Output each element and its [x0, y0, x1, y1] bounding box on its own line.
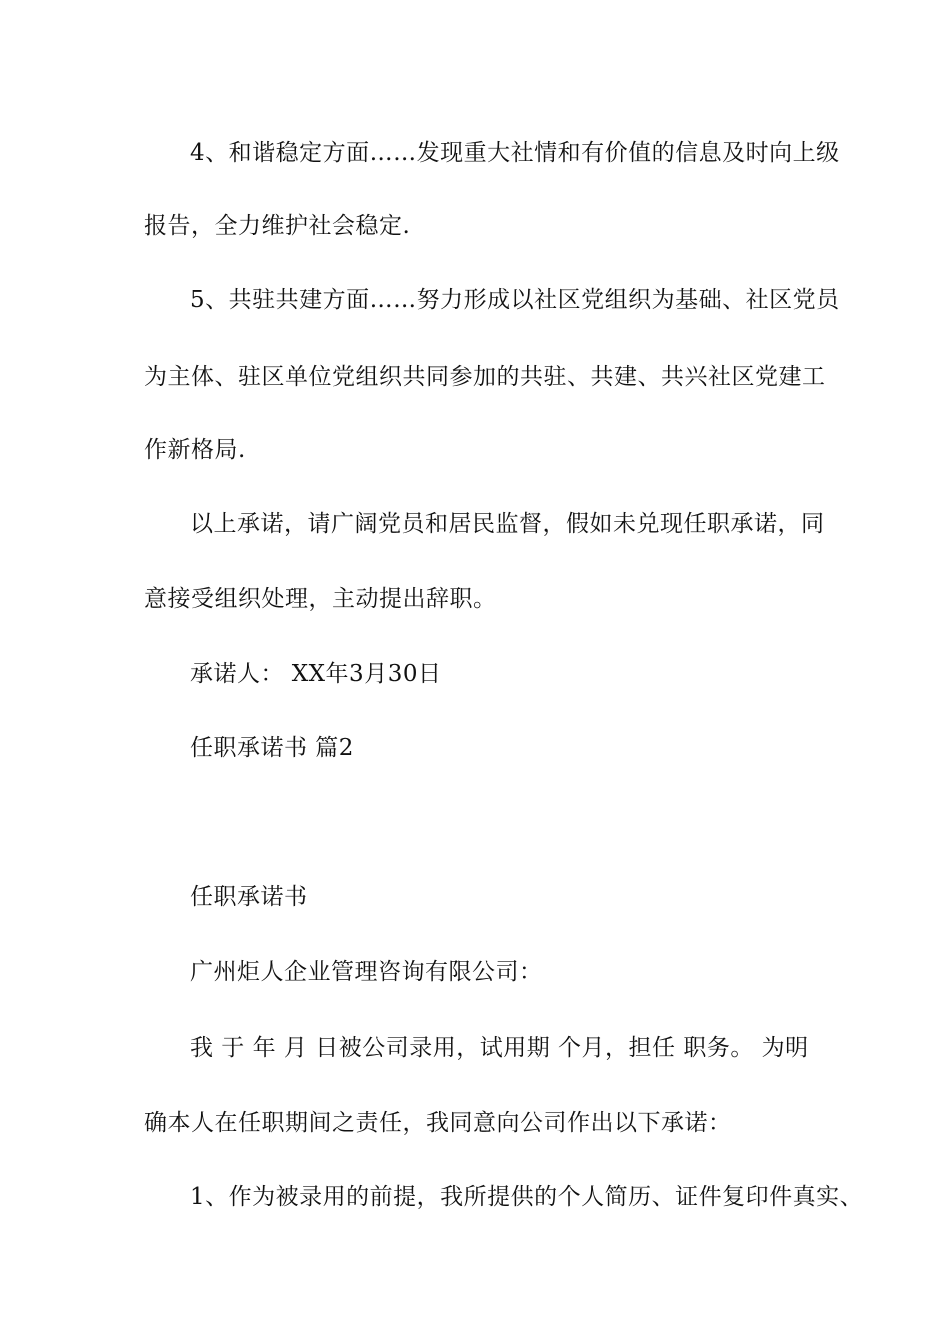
paragraph-line: 1、作为被录用的前提，我所提供的个人简历、证件复印件真实、: [190, 1184, 864, 1210]
addressee-line: 广州炬人企业管理咨询有限公司：: [190, 959, 543, 985]
paragraph-line: 4、和谐稳定方面……发现重大社情和有价值的信息及时向上级: [190, 140, 840, 166]
paragraph-line: 以上承诺，请广阔党员和居民监督，假如未兑现任职承诺，同: [190, 511, 825, 537]
signature-date-line: 承诺人： XX年3月30日: [190, 661, 442, 687]
document-title: 任职承诺书: [190, 884, 308, 910]
section-heading: 任职承诺书 篇2: [190, 735, 354, 761]
paragraph-line: 意接受组织处理，主动提出辞职。: [144, 586, 497, 612]
paragraph-line: 5、共驻共建方面……努力形成以社区党组织为基础、社区党员: [190, 287, 840, 313]
paragraph-line: 报告，全力维护社会稳定.: [144, 213, 411, 239]
paragraph-line: 确本人在任职期间之责任，我同意向公司作出以下承诺：: [144, 1110, 732, 1136]
paragraph-line: 我 于 年 月 日被公司录用，试用期 个月，担任 职务。 为明: [190, 1035, 809, 1061]
paragraph-line: 为主体、驻区单位党组织共同参加的共驻、共建、共兴社区党建工: [144, 364, 826, 390]
paragraph-line: 作新格局.: [144, 437, 246, 463]
